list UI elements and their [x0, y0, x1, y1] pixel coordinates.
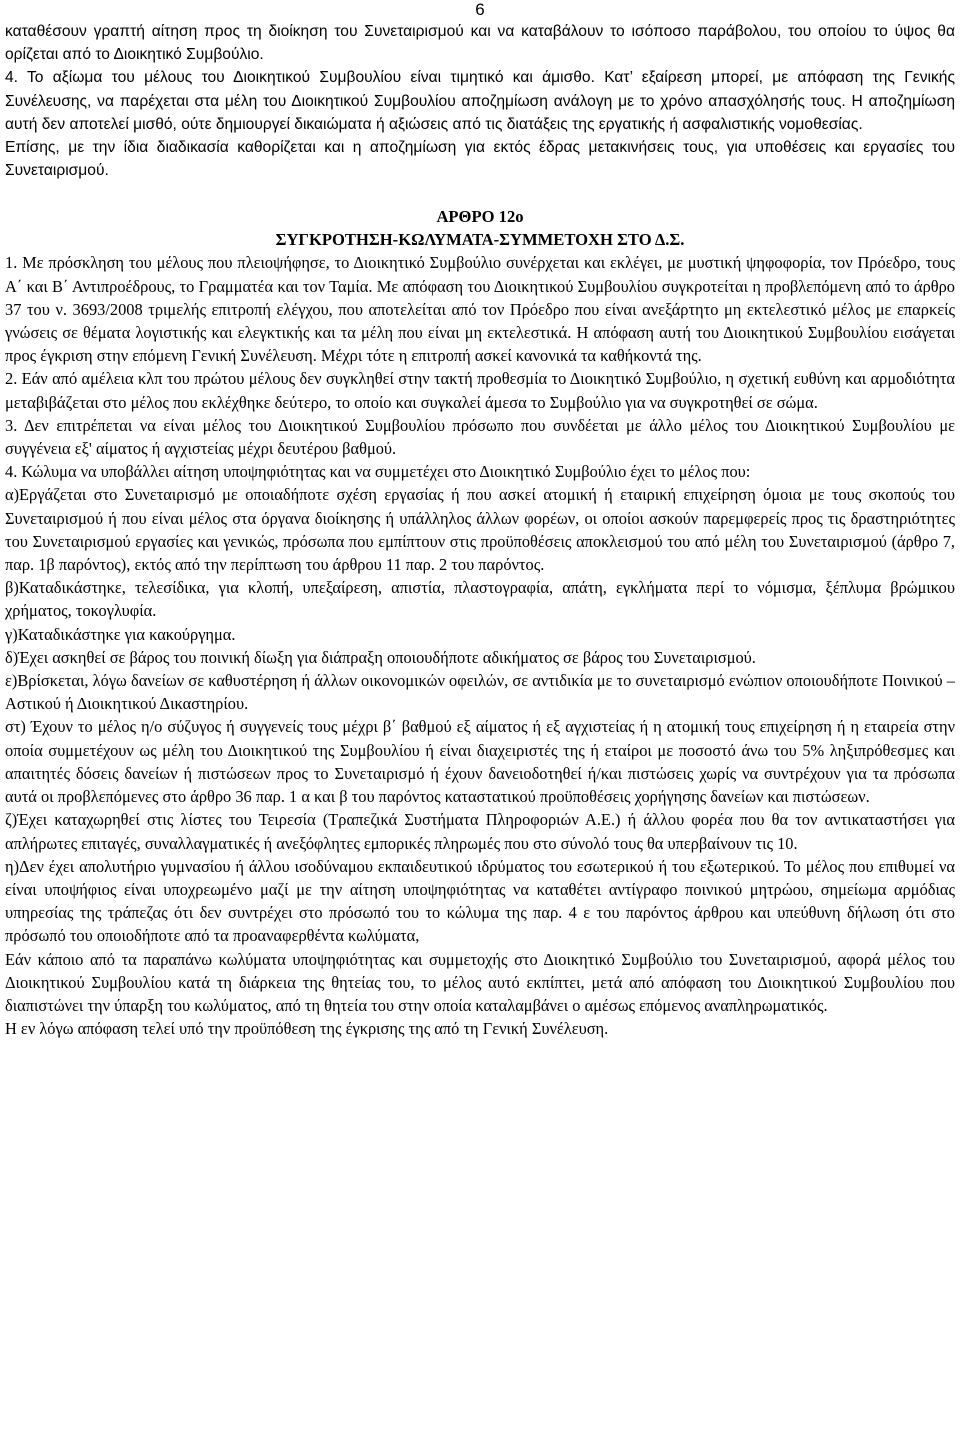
article-paragraph: 4. Κώλυμα να υποβάλλει αίτηση υποψηφιότητας και να συμμετέχει στο Διοικητικό Συμβούλιο έχει το μέλος που: [5, 462, 751, 482]
article-number: ΑΡΘΡΟ 12ο [436, 207, 524, 227]
page-number: 6 [475, 0, 485, 19]
article-paragraph: 3. Δεν επιτρέπεται να είναι μέλος του Διοικητικού Συμβουλίου πρόσωπο που συνδέεται με άλλο μέλος του Διοικητικού Συμβουλίου με συγγένεια εξ' αίματος ή αγχιστείας μέχρι δευτέρου βαθμού. [5, 415, 955, 459]
article-paragraph: δ)Έχει ασκηθεί σε βάρος του ποινική δίωξη για διάπραξη οποιουδήποτε αδικήματος σε βάρος του Συνεταιρισμού. [5, 647, 756, 667]
article-paragraph: 1. Με πρόσκληση του μέλους που πλειοψήφησε, το Διοικητικό Συμβούλιο συνέρχεται και εκλέγει, με μυστική ψηφοφορία, τον Πρόεδρο, τους Α΄ και Β΄ Αντιπροέδρους, το Γραμματέα και τον Ταμία. Με απόφαση του Διοικητικού Συμβουλίου συγκροτείται η προβλεπόμενη από το άρθρο 37 του ν. 3693/2008 τριμελής επιτροπή ελέγχου, που αποτελείται από τον Πρόεδρο που είναι ανεξάρτητο μη εκτελεστικό μέλος με επαρκείς γνώσεις σε θέματα λογιστικής και ελεγκτικής και τα μέλη που είναι μη εκτελεστικά. Η απόφαση αυτή του Διοικητικού Συμβουλίου εισάγεται προς έγκριση στην επόμενη Γενική Συνέλευση. Μέχρι τότε η επιτροπή ασκεί κανονικά τα καθήκοντά της. [5, 253, 955, 366]
intro-paragraph: 4. Το αξίωμα του μέλους του Διοικητικού Συμβουλίου είναι τιμητικό και άμισθο. Κατ’ εξαίρεση μπορεί, με απόφαση της Γενικής Συνέλευσης, να παρέχεται στα μέλη του Διοικητικού Συμβουλίου αποζημίωση ανάλογη με το χρόνο απασχόλησής τους. Η αποζημίωση αυτή δεν αποτελεί μισθό, ούτε δημιουργεί δικαιώματα ή αξιώσεις από τις διατάξεις της εργατικής ή ασφαλιστικής νομοθεσίας. [5, 69, 955, 133]
article-paragraph: ζ)Έχει καταχωρηθεί στις λίστες του Τειρεσία (Τραπεζικά Συστήματα Πληροφοριών Α.Ε.) ή άλλου φορέα που θα τον αντικαταστήσει για απλήρωτες επιταγές, συναλλαγματικές ή ανεξόφλητες εμπορικές πληρωμές που στο σύνολό τους θα υπερβαίνουν τις 10. [5, 810, 955, 853]
article-paragraph: α)Εργάζεται στο Συνεταιρισμό με οποιαδήποτε σχέση εργασίας ή που ασκεί ατομική ή εταιρική επιχείρηση όμοια με τους σκοπούς του Συνεταιρισμού ή που είναι μέλος στα όργανα διοίκησης ή υπάλληλος άλλων φορέων, οι οποίοι ασκούν παρεμφερείς προς τις δραστηριότητες του Συνεταιρισμού εργασίες και γενικώς, πρόσωπα που εμπίπτουν στις προϋποθέσεις αποκλεισμού του από μέλη του Συνεταιρισμού (άρθρο 7, παρ. 1β παρόντος), εκτός από την περίπτωση του άρθρου 11 παρ. 2 του παρόντος. [5, 485, 955, 575]
intro-paragraph: καταθέσουν γραπτή αίτηση προς τη διοίκηση του Συνεταιρισμού και να καταβάλουν το ισόποσο παράβολου, του οποίου το ύψος θα ορίζεται από το Διοικητικό Συμβούλιο. [5, 23, 955, 64]
article-paragraph: γ)Καταδικάστηκε για κακούργημα. [5, 624, 236, 644]
article-title: ΣΥΓΚΡΟΤΗΣΗ-ΚΩΛΥΜΑΤΑ-ΣΥΜΜΕΤΟΧΗ ΣΤΟ Δ.Σ. [275, 230, 685, 250]
article-paragraph: Η εν λόγω απόφαση τελεί υπό την προϋπόθεση της έγκρισης της από τη Γενική Συνέλευση. [5, 1019, 609, 1039]
article-paragraph: Εάν κάποιο από τα παραπάνω κωλύματα υποψηφιότητας και συμμετοχής στο Διοικητικό Συμβούλιο του Συνεταιρισμού, αφορά μέλος του Διοικητικού Συμβουλίου κατά τη διάρκεια της θητείας του, το μέλος αυτό εκπίπτει, μετά από απόφαση του Διοικητικού Συμβουλίου που διαπιστώνει την ύπαρξη του κωλύματος, από τη θητεία του στην οποία καταλαμβάνει ο αμέσως επόμενος αναπληρωματικός. [5, 949, 955, 1015]
article-paragraph: ε)Βρίσκεται, λόγω δανείων σε καθυστέρηση ή άλλων οικονομικών οφειλών, σε αντιδικία με το συνεταιρισμό ενώπιον οποιουδήποτε Ποινικού – Αστικού ή Διοικητικού Δικαστηρίου. [5, 671, 955, 714]
article-paragraph: η)Δεν έχει απολυτήριο γυμνασίου ή άλλου ισοδύναμου εκπαιδευτικού ιδρύματος του εσωτερικού ή του εξωτερικού. Το μέλος που επιθυμεί να είναι υποψήφιος είναι υποχρεωμένο μαζί με την αίτηση υποψηφιότητας να καταθέτει αντίγραφο ποινικού μητρώου, σημείωμα αρμόδιας υπηρεσίας της τράπεζας ότι δεν συντρέχει στο πρόσωπό του το κώλυμα της παρ. 4 ε του παρόντος άρθρου και υπεύθυνη δήλωση ότι στο πρόσωπό του οποιοδήποτε από τα προαναφερθέντα κωλύματα, [5, 856, 955, 946]
article-paragraph: β)Καταδικάστηκε, τελεσίδικα, για κλοπή, υπεξαίρεση, απιστία, πλαστογραφία, απάτη, εγκλήματα περί το νόμισμα, ξέπλυμα βρώμικου χρήματος, τοκογλυφία. [5, 578, 955, 621]
spacer [5, 182, 955, 205]
article-paragraph: 2. Εάν από αμέλεια κλπ του πρώτου μέλους δεν συγκληθεί στην τακτή προθεσμία το Διοικητικό Συμβούλιο, η σχετική ευθύνη και αρμοδιότητα μεταβιβάζεται στο μέλος που εκλέχθηκε δεύτερο, το οποίο και συγκαλεί άμεσα το Συμβούλιο για να συγκροτηθεί σε σώμα. [5, 369, 955, 412]
intro-paragraph: Επίσης, με την ίδια διαδικασία καθορίζεται και η αποζημίωση για εκτός έδρας μετακινήσεις τους, για υποθέσεις και εργασίες του Συνεταιρισμού. [5, 139, 955, 180]
document-body [5, 20, 955, 1040]
article-paragraph: στ) Έχουν το μέλος η/ο σύζυγος ή συγγενείς τους μέχρι β΄ βαθμού εξ αίματος ή εξ αγχιστείας ή η ατομική τους επιχείρηση ή η εταιρεία στην οποία συμμετέχουν ως μέλη του Διοικητικού της Συμβουλίου ή είναι διαχειριστές της ή εταίροι με ποσοστό άνω του 5% ληξιπρόθεσμες και απαιτητές δόσεις δανείων ή πιστώσεων προς το Συνεταιρισμό ή έχουν δανειοδοτηθεί ή/και πιστώσεις χωρίς να συντρέχουν για τα πρόσωπα αυτά οι προβλεπόμενες στο άρθρο 36 παρ. 1 α και β του παρόντος καταστατικού προϋποθέσεις χορήγησης δανείων και πιστώσεων. [5, 717, 955, 807]
